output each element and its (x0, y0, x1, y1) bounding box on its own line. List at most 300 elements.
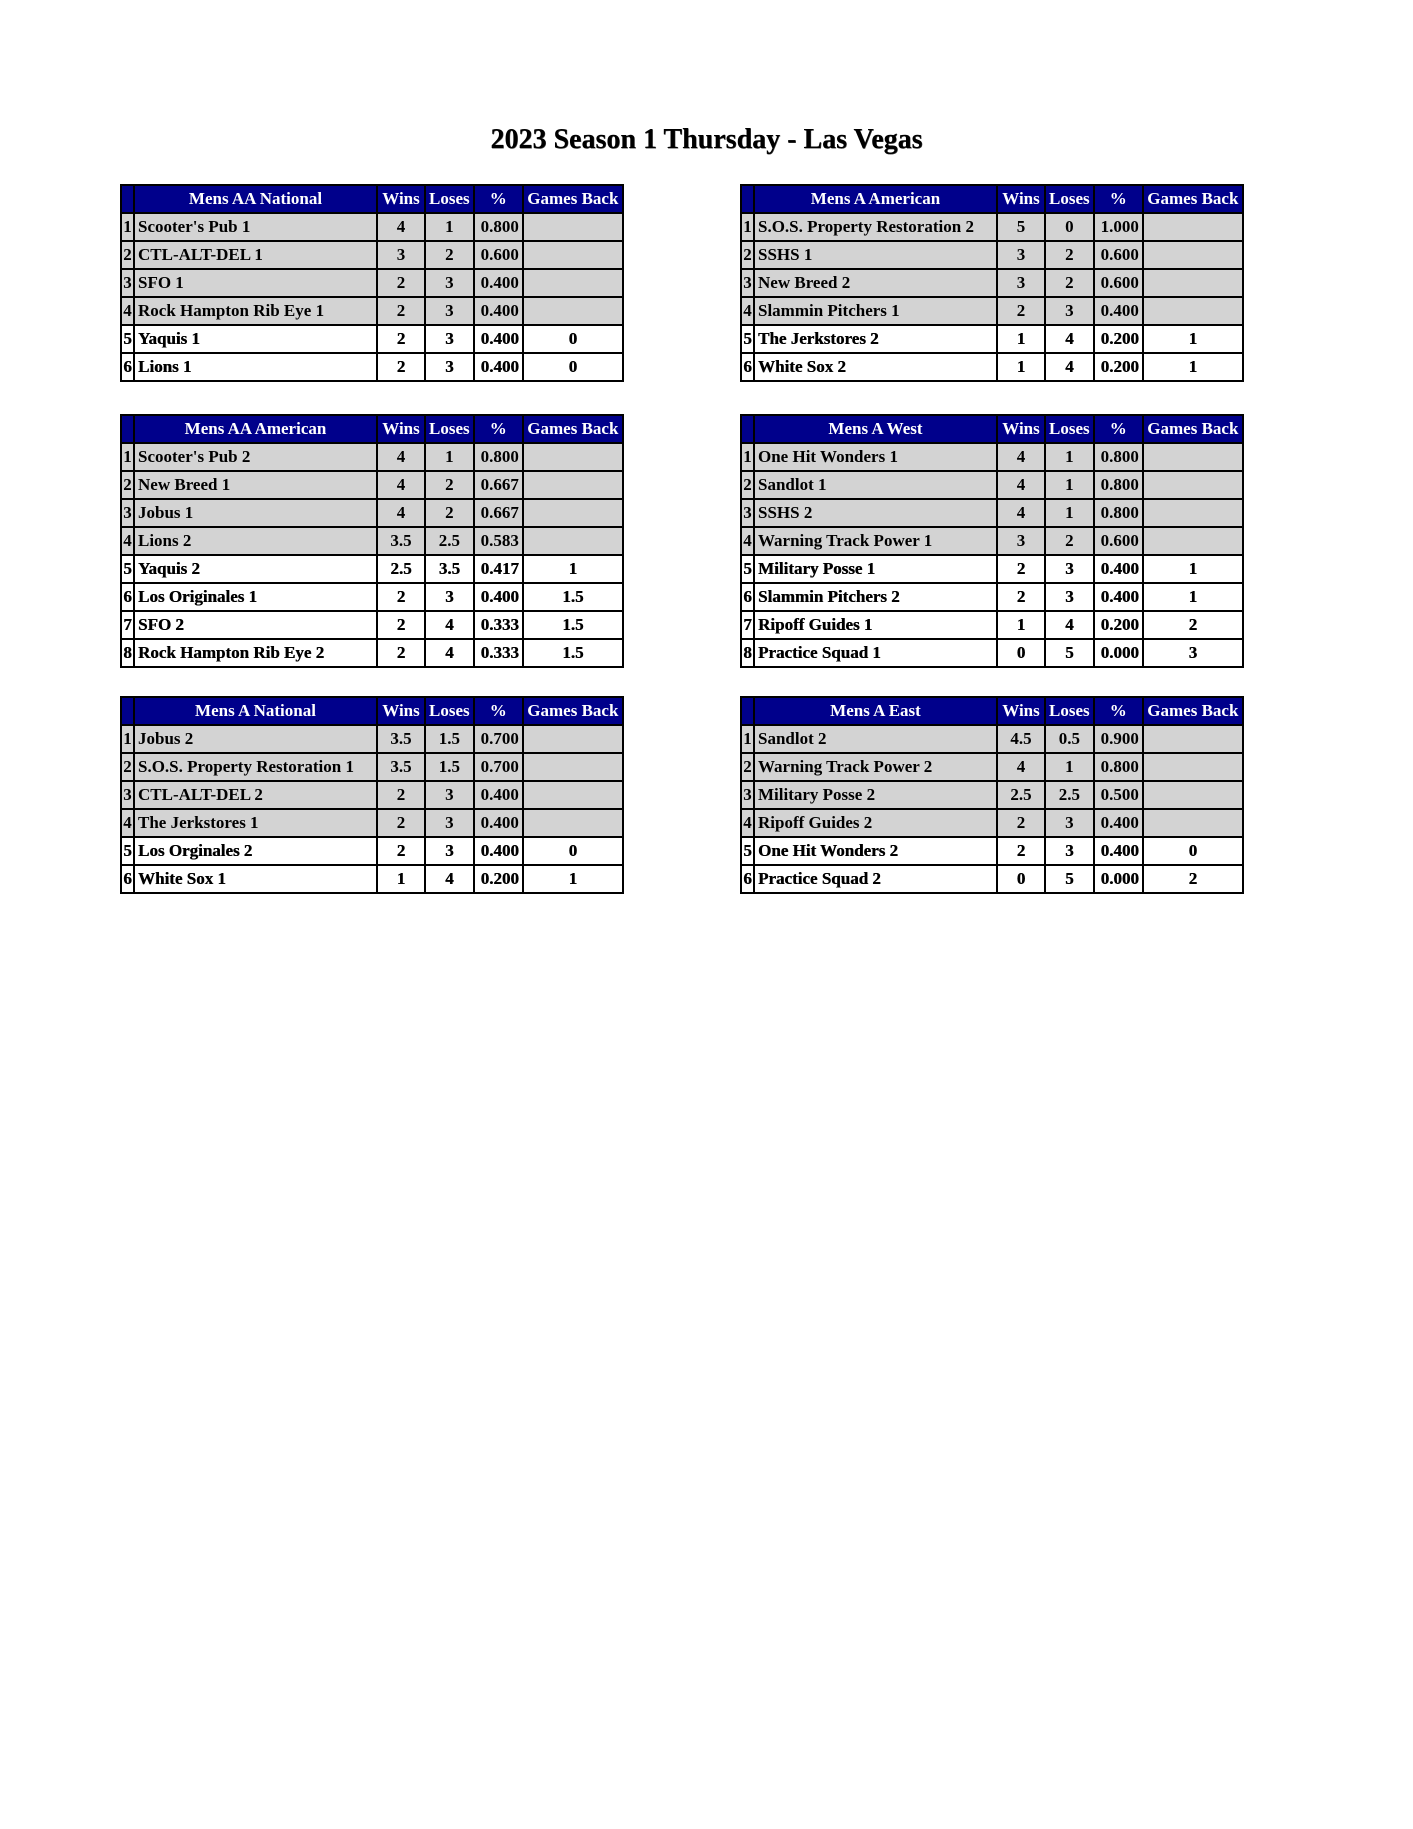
rank-cell: 2 (741, 753, 754, 781)
loses-header: Loses (425, 185, 474, 213)
loses-cell: 2 (1045, 241, 1094, 269)
loses-cell: 4 (425, 611, 474, 639)
team-name-cell: Warning Track Power 1 (754, 527, 997, 555)
games-back-cell (1143, 499, 1243, 527)
games-back-cell (1143, 269, 1243, 297)
rank-cell: 2 (741, 241, 754, 269)
team-name-cell: Slammin Pitchers 2 (754, 583, 997, 611)
rank-cell: 6 (741, 353, 754, 381)
pct-cell: 0.400 (474, 353, 523, 381)
team-name-cell: Jobus 2 (134, 725, 377, 753)
division-name: Mens AA American (134, 415, 377, 443)
games-back-cell (523, 213, 623, 241)
table-row (741, 213, 1243, 241)
table-row (741, 527, 1243, 555)
games-back-cell: 1 (523, 865, 623, 893)
team-name-cell: Ripoff Guides 1 (754, 611, 997, 639)
rank-cell: 3 (121, 781, 134, 809)
pct-cell: 0.600 (1094, 241, 1143, 269)
loses-cell: 3 (425, 809, 474, 837)
games-back-header: Games Back (1143, 185, 1243, 213)
table-row (741, 555, 1243, 583)
rank-cell: 6 (741, 865, 754, 893)
team-name-cell: CTL-ALT-DEL 1 (134, 241, 377, 269)
division-table-mens-aa-american (120, 414, 624, 668)
team-name-cell: Sandlot 1 (754, 471, 997, 499)
wins-cell: 1 (997, 353, 1045, 381)
rank-cell: 5 (121, 325, 134, 353)
table-row (741, 241, 1243, 269)
pct-cell: 0.200 (1094, 325, 1143, 353)
loses-cell: 1 (1045, 471, 1094, 499)
pct-cell: 0.000 (1094, 639, 1143, 667)
games-back-cell (1143, 213, 1243, 241)
games-back-cell: 1 (523, 555, 623, 583)
rank-cell: 5 (121, 555, 134, 583)
games-back-cell (523, 471, 623, 499)
table-row (121, 753, 623, 781)
games-back-cell (1143, 781, 1243, 809)
table-row (121, 471, 623, 499)
table-row (121, 865, 623, 893)
games-back-cell (523, 499, 623, 527)
table-row (121, 527, 623, 555)
team-name-cell: Ripoff Guides 2 (754, 809, 997, 837)
division-header-row (121, 185, 623, 213)
games-back-cell (1143, 725, 1243, 753)
loses-cell: 1 (1045, 443, 1094, 471)
games-back-cell (523, 725, 623, 753)
games-back-cell: 1 (1143, 583, 1243, 611)
wins-header: Wins (377, 697, 425, 725)
games-back-header: Games Back (523, 415, 623, 443)
pct-cell: 0.800 (1094, 443, 1143, 471)
table-row (121, 443, 623, 471)
loses-cell: 3 (425, 837, 474, 865)
loses-cell: 5 (1045, 639, 1094, 667)
rank-header (121, 415, 134, 443)
games-back-cell: 0 (523, 837, 623, 865)
table-row (741, 583, 1243, 611)
pct-cell: 0.900 (1094, 725, 1143, 753)
wins-cell: 2 (377, 353, 425, 381)
wins-cell: 2.5 (997, 781, 1045, 809)
loses-cell: 1 (1045, 753, 1094, 781)
wins-cell: 4 (377, 499, 425, 527)
division-header-row (741, 415, 1243, 443)
wins-cell: 5 (997, 213, 1045, 241)
rank-cell: 1 (121, 213, 134, 241)
wins-cell: 2 (377, 781, 425, 809)
wins-cell: 1 (377, 865, 425, 893)
pct-cell: 0.800 (1094, 499, 1143, 527)
rank-header (121, 697, 134, 725)
loses-cell: 2 (425, 241, 474, 269)
pct-cell: 0.400 (474, 297, 523, 325)
loses-header: Loses (1045, 697, 1094, 725)
rank-cell: 6 (121, 353, 134, 381)
wins-cell: 4 (997, 753, 1045, 781)
wins-cell: 4 (997, 471, 1045, 499)
team-name-cell: One Hit Wonders 2 (754, 837, 997, 865)
loses-cell: 4 (425, 639, 474, 667)
games-back-cell: 1 (1143, 325, 1243, 353)
division-table-mens-a-national (120, 696, 624, 894)
wins-cell: 0 (997, 865, 1045, 893)
pct-cell: 0.400 (1094, 583, 1143, 611)
pct-cell: 0.800 (474, 443, 523, 471)
team-name-cell: Yaquis 1 (134, 325, 377, 353)
wins-header: Wins (997, 415, 1045, 443)
team-name-cell: SSHS 2 (754, 499, 997, 527)
wins-cell: 4 (377, 471, 425, 499)
table-row (741, 611, 1243, 639)
rank-cell: 1 (741, 213, 754, 241)
games-back-cell: 2 (1143, 611, 1243, 639)
division-table-mens-a-american (740, 184, 1244, 382)
team-name-cell: Yaquis 2 (134, 555, 377, 583)
pct-cell: 0.417 (474, 555, 523, 583)
table-row (121, 725, 623, 753)
rank-cell: 3 (121, 499, 134, 527)
team-name-cell: New Breed 1 (134, 471, 377, 499)
loses-cell: 4 (425, 865, 474, 893)
pct-cell: 0.333 (474, 611, 523, 639)
games-back-cell (523, 443, 623, 471)
games-back-cell (523, 753, 623, 781)
division-table-mens-aa-national (120, 184, 624, 382)
pct-header: % (1094, 415, 1143, 443)
wins-cell: 2.5 (377, 555, 425, 583)
games-back-header: Games Back (523, 185, 623, 213)
wins-cell: 2 (997, 555, 1045, 583)
games-back-cell: 1.5 (523, 611, 623, 639)
team-name-cell: SSHS 1 (754, 241, 997, 269)
rank-cell: 4 (121, 809, 134, 837)
loses-cell: 2 (425, 471, 474, 499)
games-back-cell (523, 527, 623, 555)
rank-cell: 5 (121, 837, 134, 865)
rank-cell: 2 (121, 241, 134, 269)
team-name-cell: Scooter's Pub 2 (134, 443, 377, 471)
team-name-cell: White Sox 1 (134, 865, 377, 893)
pct-header: % (1094, 697, 1143, 725)
table-row (121, 325, 623, 353)
loses-cell: 2 (1045, 269, 1094, 297)
rank-cell: 4 (741, 297, 754, 325)
table-row (741, 809, 1243, 837)
wins-cell: 2 (997, 837, 1045, 865)
division-name: Mens A American (754, 185, 997, 213)
loses-cell: 3 (1045, 837, 1094, 865)
games-back-cell (1143, 241, 1243, 269)
rank-cell: 8 (121, 639, 134, 667)
rank-cell: 4 (741, 527, 754, 555)
team-name-cell: Los Orginales 2 (134, 837, 377, 865)
loses-cell: 1.5 (425, 725, 474, 753)
table-row (121, 781, 623, 809)
pct-cell: 0.400 (1094, 555, 1143, 583)
pct-cell: 0.333 (474, 639, 523, 667)
wins-cell: 1 (997, 611, 1045, 639)
pct-cell: 0.400 (474, 781, 523, 809)
table-row (121, 213, 623, 241)
games-back-cell: 0 (523, 325, 623, 353)
pct-cell: 0.000 (1094, 865, 1143, 893)
wins-cell: 2 (377, 837, 425, 865)
games-back-cell (523, 241, 623, 269)
pct-header: % (474, 185, 523, 213)
pct-cell: 0.800 (1094, 753, 1143, 781)
loses-cell: 1 (1045, 499, 1094, 527)
team-name-cell: SFO 1 (134, 269, 377, 297)
wins-header: Wins (997, 697, 1045, 725)
team-name-cell: The Jerkstores 1 (134, 809, 377, 837)
wins-cell: 3.5 (377, 725, 425, 753)
division-header-row (121, 415, 623, 443)
wins-cell: 4 (377, 443, 425, 471)
wins-cell: 3 (377, 241, 425, 269)
table-row (741, 353, 1243, 381)
table-row (121, 809, 623, 837)
games-back-cell (1143, 753, 1243, 781)
team-name-cell: Sandlot 2 (754, 725, 997, 753)
loses-cell: 5 (1045, 865, 1094, 893)
table-row (121, 269, 623, 297)
table-row (121, 583, 623, 611)
games-back-header: Games Back (1143, 697, 1243, 725)
team-name-cell: White Sox 2 (754, 353, 997, 381)
loses-cell: 2 (425, 499, 474, 527)
team-name-cell: Slammin Pitchers 1 (754, 297, 997, 325)
pct-cell: 0.500 (1094, 781, 1143, 809)
team-name-cell: One Hit Wonders 1 (754, 443, 997, 471)
team-name-cell: Warning Track Power 2 (754, 753, 997, 781)
games-back-cell: 0 (1143, 837, 1243, 865)
division-header-row (741, 697, 1243, 725)
division-name: Mens A West (754, 415, 997, 443)
loses-cell: 3 (1045, 555, 1094, 583)
loses-header: Loses (1045, 185, 1094, 213)
team-name-cell: Los Originales 1 (134, 583, 377, 611)
wins-cell: 4 (997, 499, 1045, 527)
pct-cell: 0.700 (474, 753, 523, 781)
loses-cell: 1.5 (425, 753, 474, 781)
table-row (121, 639, 623, 667)
team-name-cell: SFO 2 (134, 611, 377, 639)
loses-cell: 3 (425, 325, 474, 353)
wins-header: Wins (997, 185, 1045, 213)
games-back-cell: 1 (1143, 555, 1243, 583)
rank-cell: 4 (741, 809, 754, 837)
loses-cell: 4 (1045, 353, 1094, 381)
pct-cell: 0.667 (474, 499, 523, 527)
games-back-cell (1143, 297, 1243, 325)
team-name-cell: Lions 2 (134, 527, 377, 555)
wins-cell: 4.5 (997, 725, 1045, 753)
pct-cell: 0.400 (1094, 809, 1143, 837)
team-name-cell: Practice Squad 1 (754, 639, 997, 667)
team-name-cell: CTL-ALT-DEL 2 (134, 781, 377, 809)
games-back-header: Games Back (1143, 415, 1243, 443)
rank-cell: 5 (741, 555, 754, 583)
loses-cell: 0.5 (1045, 725, 1094, 753)
loses-cell: 4 (1045, 325, 1094, 353)
pct-cell: 0.600 (474, 241, 523, 269)
table-row (741, 753, 1243, 781)
table-row (741, 639, 1243, 667)
games-back-cell: 1 (1143, 353, 1243, 381)
table-row (741, 499, 1243, 527)
division-table-mens-a-east (740, 696, 1244, 894)
games-back-cell: 2 (1143, 865, 1243, 893)
pct-cell: 0.600 (1094, 527, 1143, 555)
rank-cell: 6 (121, 583, 134, 611)
division-table-mens-a-west (740, 414, 1244, 668)
loses-header: Loses (425, 415, 474, 443)
team-name-cell: Scooter's Pub 1 (134, 213, 377, 241)
table-row (121, 611, 623, 639)
rank-cell: 3 (741, 269, 754, 297)
team-name-cell: Practice Squad 2 (754, 865, 997, 893)
loses-cell: 1 (425, 213, 474, 241)
team-name-cell: Military Posse 1 (754, 555, 997, 583)
table-row (121, 499, 623, 527)
rank-cell: 2 (121, 471, 134, 499)
wins-cell: 2 (377, 325, 425, 353)
table-row (121, 241, 623, 269)
games-back-cell: 1.5 (523, 639, 623, 667)
team-name-cell: S.O.S. Property Restoration 1 (134, 753, 377, 781)
rank-cell: 2 (121, 753, 134, 781)
loses-cell: 4 (1045, 611, 1094, 639)
rank-header (741, 415, 754, 443)
loses-cell: 0 (1045, 213, 1094, 241)
pct-cell: 0.600 (1094, 269, 1143, 297)
team-name-cell: Lions 1 (134, 353, 377, 381)
wins-cell: 2 (997, 583, 1045, 611)
table-row (741, 297, 1243, 325)
loses-cell: 2.5 (425, 527, 474, 555)
pct-cell: 0.200 (1094, 353, 1143, 381)
division-header-row (741, 185, 1243, 213)
rank-cell: 5 (741, 837, 754, 865)
loses-cell: 1 (425, 443, 474, 471)
loses-cell: 3 (1045, 583, 1094, 611)
rank-cell: 6 (741, 583, 754, 611)
loses-header: Loses (1045, 415, 1094, 443)
rank-header (741, 697, 754, 725)
wins-cell: 2 (377, 639, 425, 667)
wins-cell: 3.5 (377, 753, 425, 781)
table-row (741, 837, 1243, 865)
pct-header: % (474, 415, 523, 443)
table-row (121, 297, 623, 325)
division-name: Mens A East (754, 697, 997, 725)
pct-cell: 0.400 (474, 837, 523, 865)
loses-cell: 2.5 (1045, 781, 1094, 809)
team-name-cell: The Jerkstores 2 (754, 325, 997, 353)
games-back-cell (1143, 527, 1243, 555)
games-back-cell (1143, 809, 1243, 837)
wins-cell: 2 (997, 809, 1045, 837)
games-back-cell: 0 (523, 353, 623, 381)
wins-cell: 2 (377, 809, 425, 837)
rank-cell: 1 (121, 443, 134, 471)
table-row (121, 837, 623, 865)
wins-cell: 3.5 (377, 527, 425, 555)
table-row (741, 443, 1243, 471)
loses-cell: 3 (425, 269, 474, 297)
division-name: Mens A National (134, 697, 377, 725)
rank-cell: 3 (741, 781, 754, 809)
table-row (121, 353, 623, 381)
loses-cell: 3 (1045, 297, 1094, 325)
wins-header: Wins (377, 185, 425, 213)
team-name-cell: New Breed 2 (754, 269, 997, 297)
games-back-cell: 3 (1143, 639, 1243, 667)
games-back-cell (1143, 471, 1243, 499)
pct-cell: 0.800 (474, 213, 523, 241)
wins-header: Wins (377, 415, 425, 443)
loses-cell: 3 (1045, 809, 1094, 837)
wins-cell: 0 (997, 639, 1045, 667)
loses-cell: 3 (425, 297, 474, 325)
wins-cell: 1 (997, 325, 1045, 353)
games-back-header: Games Back (523, 697, 623, 725)
rank-cell: 6 (121, 865, 134, 893)
loses-cell: 3 (425, 353, 474, 381)
division-header-row (121, 697, 623, 725)
division-name: Mens AA National (134, 185, 377, 213)
wins-cell: 2 (377, 269, 425, 297)
pct-cell: 0.400 (474, 809, 523, 837)
games-back-cell (523, 809, 623, 837)
pct-cell: 0.200 (474, 865, 523, 893)
wins-cell: 2 (377, 297, 425, 325)
table-row (741, 269, 1243, 297)
loses-cell: 3.5 (425, 555, 474, 583)
pct-cell: 1.000 (1094, 213, 1143, 241)
pct-cell: 0.400 (474, 583, 523, 611)
loses-cell: 2 (1045, 527, 1094, 555)
rank-cell: 1 (741, 725, 754, 753)
team-name-cell: Jobus 1 (134, 499, 377, 527)
games-back-cell (523, 781, 623, 809)
loses-header: Loses (425, 697, 474, 725)
rank-cell: 3 (121, 269, 134, 297)
wins-cell: 4 (997, 443, 1045, 471)
rank-header (121, 185, 134, 213)
rank-cell: 1 (121, 725, 134, 753)
page-title: 2023 Season 1 Thursday - Las Vegas (490, 124, 923, 155)
pct-cell: 0.583 (474, 527, 523, 555)
loses-cell: 3 (425, 583, 474, 611)
team-name-cell: Rock Hampton Rib Eye 1 (134, 297, 377, 325)
rank-cell: 4 (121, 297, 134, 325)
pct-cell: 0.800 (1094, 471, 1143, 499)
rank-cell: 3 (741, 499, 754, 527)
table-row (741, 725, 1243, 753)
table-row (741, 325, 1243, 353)
team-name-cell: Rock Hampton Rib Eye 2 (134, 639, 377, 667)
wins-cell: 3 (997, 241, 1045, 269)
rank-cell: 4 (121, 527, 134, 555)
table-row (121, 555, 623, 583)
pct-cell: 0.400 (1094, 297, 1143, 325)
pct-cell: 0.700 (474, 725, 523, 753)
pct-cell: 0.200 (1094, 611, 1143, 639)
